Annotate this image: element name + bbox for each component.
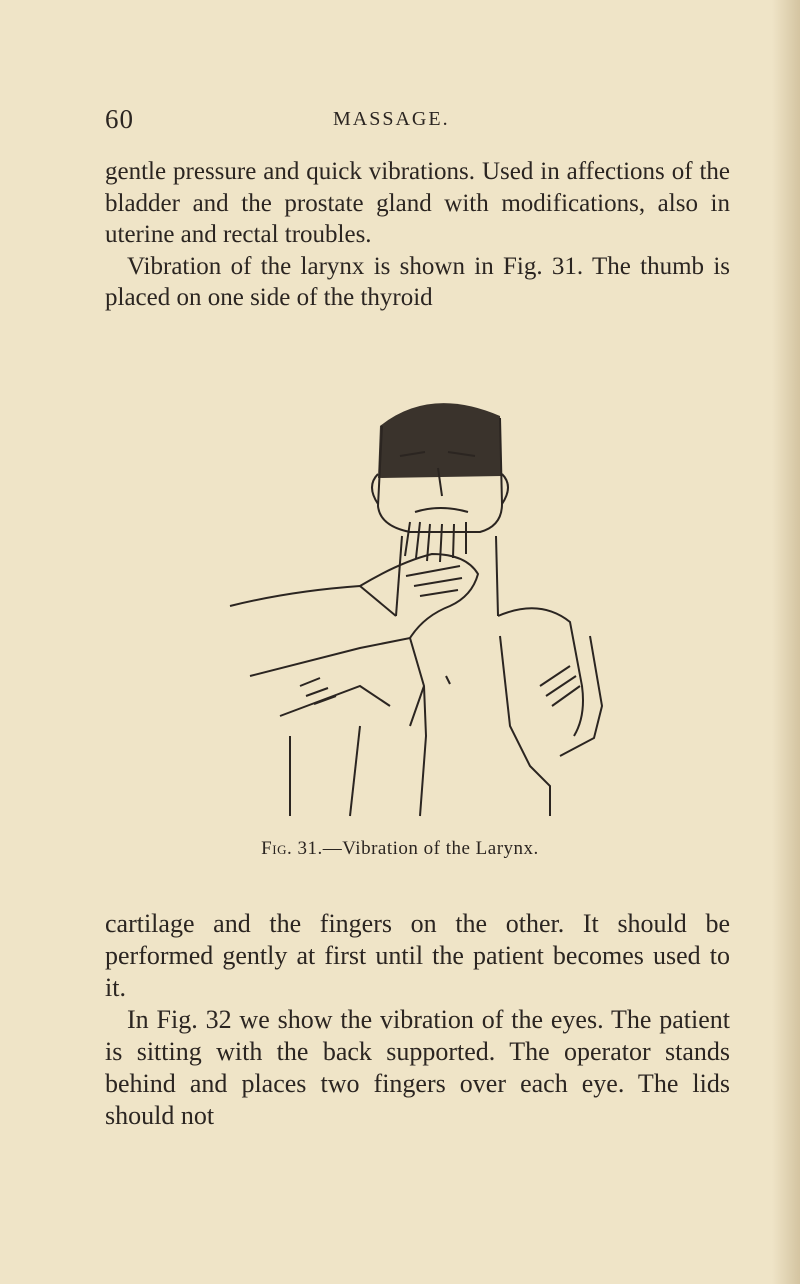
paragraph: cartilage and the fingers on the other. It should be performed gently at first until the patient becomes used to it. [105, 909, 730, 1002]
page-edge-shadow [772, 0, 800, 1284]
larynx-vibration-illustration [210, 386, 630, 826]
running-head: MASSAGE. [333, 108, 450, 130]
figure-caption [0, 838, 800, 860]
page-header [105, 104, 725, 144]
page-number: 60 [105, 104, 134, 134]
figure-label: Fig. 31. [261, 838, 323, 859]
paragraph: In Fig. 32 we show the vibration of the eyes. The patient is sitting with the back supported. The operator stands behind and places two fingers over each eye. The lids should not [105, 1005, 730, 1130]
bottom-text-block [105, 908, 730, 1132]
paragraph: Vibration of the larynx is shown in Fig. 31. The thumb is placed on one side of the thyroid [105, 252, 730, 311]
top-text-block [105, 156, 730, 314]
caption-text: —Vibration of the Larynx. [322, 838, 539, 859]
paragraph: gentle pressure and quick vibrations. Used in affections of the bladder and the prostate gland with modifications, also in uterine and rectal troubles. [105, 158, 730, 248]
